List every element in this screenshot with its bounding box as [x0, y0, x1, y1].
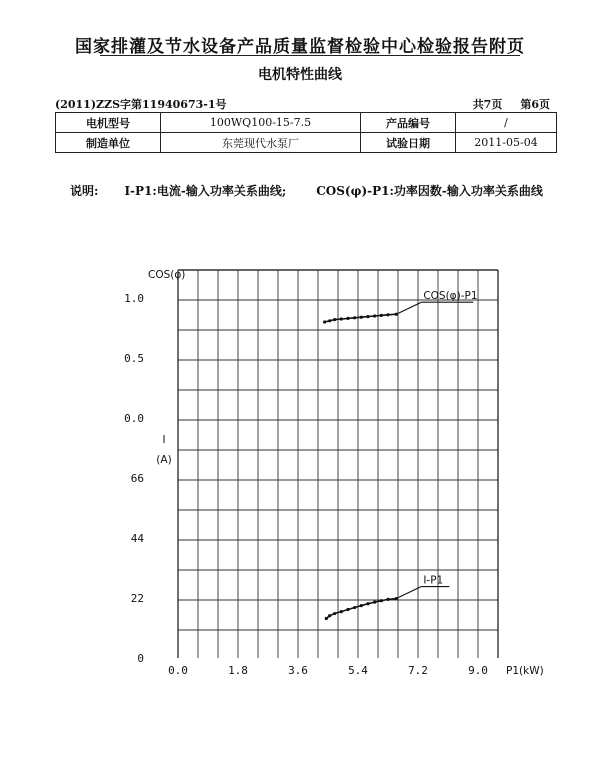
data-point [333, 318, 336, 321]
data-point [380, 314, 383, 317]
data-point [373, 314, 376, 317]
data-point [353, 606, 356, 609]
data-point [386, 313, 389, 316]
data-point [346, 608, 349, 611]
report-number: (2011)ZZS字第11940673-1号 [55, 98, 227, 111]
data-point [360, 604, 363, 607]
motor-model-label: 电机型号 [56, 113, 161, 133]
x-axis-label: P1(kW) [506, 665, 544, 677]
y-bottom-tick-label: 0 [137, 652, 144, 665]
x-tick-label: 0.0 [168, 664, 188, 677]
series-line [326, 599, 396, 619]
series-label: COS(φ)-P1 [423, 290, 478, 303]
x-tick-label: 7.2 [408, 664, 428, 677]
description-current: I-P1:电流-输入功率关系曲线; [124, 184, 287, 198]
data-point [340, 317, 343, 320]
total-pages: 共7页 [472, 98, 503, 111]
test-date-value: 2011-05-04 [456, 133, 557, 153]
data-point [325, 617, 328, 620]
data-point [366, 602, 369, 605]
y-top-tick-label: 0.0 [124, 412, 144, 425]
data-point [328, 319, 331, 322]
y-top-tick-label: 1.0 [124, 292, 144, 305]
data-point [373, 600, 376, 603]
y-top-tick-label: 0.5 [124, 352, 144, 365]
description-power-factor: COS(φ)-P1:功率因数-输入功率关系曲线 [316, 184, 543, 198]
product-no-value: / [456, 113, 557, 133]
report-title: 国家排灌及节水设备产品质量监督检验中心检验报告附页 [75, 37, 525, 57]
data-point [366, 315, 369, 318]
description-prefix: 说明: [70, 184, 99, 198]
manufacturer-label: 制造单位 [56, 133, 161, 153]
data-point [360, 316, 363, 319]
current-page: 第6页 [520, 98, 550, 111]
test-date-label: 试验日期 [361, 133, 456, 153]
data-point [328, 614, 331, 617]
y-bottom-axis-unit: (A) [156, 454, 172, 466]
y-bottom-tick-label: 22 [130, 592, 144, 605]
x-tick-label: 3.6 [288, 664, 308, 677]
data-point [323, 320, 326, 323]
y-bottom-axis-label: I [162, 434, 166, 446]
product-no-label: 产品编号 [361, 113, 456, 133]
manufacturer-value: 东莞现代水泵厂 [161, 133, 361, 153]
data-point [346, 317, 349, 320]
data-point [380, 599, 383, 602]
y-bottom-tick-label: 66 [130, 472, 144, 485]
motor-model-value: 100WQ100-15-7.5 [161, 113, 361, 133]
y-top-axis-label: COS(φ) [148, 269, 186, 281]
x-tick-label: 1.8 [228, 664, 248, 677]
y-bottom-tick-label: 44 [130, 532, 144, 545]
x-tick-label: 9.0 [468, 664, 488, 677]
chart-page-title: 电机特性曲线 [258, 67, 342, 83]
data-point [333, 612, 336, 615]
x-tick-label: 5.4 [348, 664, 368, 677]
series-label: I-P1 [423, 574, 444, 587]
data-point [340, 610, 343, 613]
data-point [353, 316, 356, 319]
data-point [386, 598, 389, 601]
